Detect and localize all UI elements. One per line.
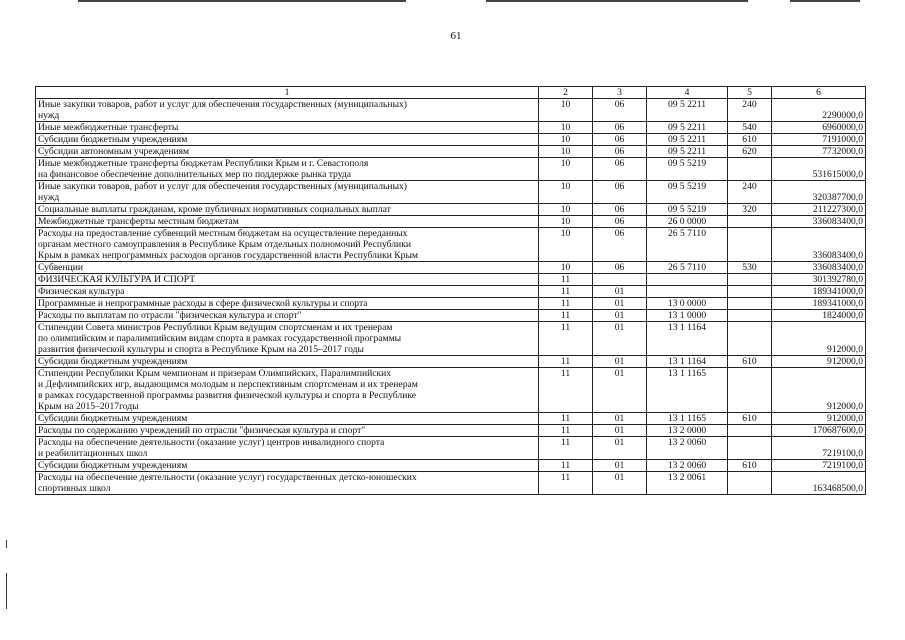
column-header: 5 bbox=[728, 87, 772, 99]
amount-cell: 912000,0 bbox=[772, 356, 866, 368]
table-row bbox=[36, 204, 866, 216]
table-row bbox=[36, 122, 866, 134]
target-article-cell: 26 5 7110 bbox=[647, 228, 728, 262]
amount-cell: 189341000,0 bbox=[772, 298, 866, 310]
table-header-row bbox=[36, 87, 866, 99]
expense-type-cell bbox=[728, 322, 772, 356]
expense-name-line: спортивных школ bbox=[38, 483, 111, 494]
section-code-cell: 11 bbox=[539, 310, 593, 322]
expense-name-line: органам местного самоуправления в Республике Крым отдельных полномочий Республики bbox=[38, 239, 411, 250]
table-row bbox=[36, 356, 866, 368]
expense-name-cell bbox=[36, 356, 539, 368]
amount-cell: 336083400,0 bbox=[772, 228, 866, 262]
target-article-cell: 26 0 0000 bbox=[647, 216, 728, 228]
expense-name-cell bbox=[36, 181, 539, 204]
amount-cell: 531615000,0 bbox=[772, 158, 866, 181]
subsection-code-cell: 01 bbox=[593, 460, 647, 472]
target-article-cell: 09 5 5219 bbox=[647, 181, 728, 204]
amount-cell: 1824000,0 bbox=[772, 310, 866, 322]
target-article-cell: 13 1 1164 bbox=[647, 322, 728, 356]
amount-cell: 170687600,0 bbox=[772, 425, 866, 437]
amount-cell: 912000,0 bbox=[772, 368, 866, 413]
expense-name-line: Иные закупки товаров, работ и услуг для обеспечения государственных (муниципальных) bbox=[38, 99, 408, 110]
table-row bbox=[36, 262, 866, 274]
section-code-cell: 10 bbox=[539, 99, 593, 122]
expense-name-cell bbox=[36, 310, 539, 322]
expense-type-cell bbox=[728, 158, 772, 181]
expense-type-cell bbox=[728, 368, 772, 413]
expense-name-line: Субсидии бюджетным учреждениям bbox=[38, 413, 188, 424]
expense-name-line: и Дефлимпийских игр, выдающимся молодым и перспективным спортсменам и их тренерам bbox=[38, 379, 418, 390]
amount-cell: 912000,0 bbox=[772, 413, 866, 425]
amount-cell: 2290000,0 bbox=[772, 99, 866, 122]
section-code-cell: 10 bbox=[539, 228, 593, 262]
subsection-code-cell bbox=[593, 274, 647, 286]
table-row bbox=[36, 134, 866, 146]
section-code-cell: 11 bbox=[539, 460, 593, 472]
top-edge-line bbox=[790, 0, 860, 2]
amount-cell: 7191000,0 bbox=[772, 134, 866, 146]
expense-name-line: ФИЗИЧЕСКАЯ КУЛЬТУРА И СПОРТ bbox=[38, 274, 196, 285]
expense-name-line: Субсидии автономным учреждениям bbox=[38, 146, 190, 157]
expense-type-cell bbox=[728, 472, 772, 495]
expense-name-line: Субсидии бюджетным учреждениям bbox=[38, 356, 188, 367]
table-row bbox=[36, 368, 866, 413]
target-article-cell: 09 5 2211 bbox=[647, 146, 728, 158]
expense-name-cell bbox=[36, 216, 539, 228]
subsection-code-cell: 01 bbox=[593, 472, 647, 495]
subsection-code-cell: 06 bbox=[593, 158, 647, 181]
expense-type-cell bbox=[728, 216, 772, 228]
target-article-cell: 09 5 5219 bbox=[647, 204, 728, 216]
expense-name-cell bbox=[36, 158, 539, 181]
table-row bbox=[36, 472, 866, 495]
amount-cell: 6960000,0 bbox=[772, 122, 866, 134]
target-article-cell: 13 1 1165 bbox=[647, 413, 728, 425]
section-code-cell: 11 bbox=[539, 274, 593, 286]
amount-cell: 7732000,0 bbox=[772, 146, 866, 158]
expense-type-cell: 530 bbox=[728, 262, 772, 274]
expense-name-line: Физическая культура bbox=[38, 286, 125, 297]
section-code-cell: 11 bbox=[539, 298, 593, 310]
expense-type-cell: 610 bbox=[728, 413, 772, 425]
subsection-code-cell: 06 bbox=[593, 216, 647, 228]
expense-name-line: Субвенции bbox=[38, 262, 83, 273]
expense-name-line: Крым в рамках непрограммных расходов органов государственной власти Республики Крым bbox=[38, 250, 418, 261]
subsection-code-cell: 06 bbox=[593, 204, 647, 216]
expense-name-line: развития физической культуры и спорта в Республике Крым на 2015–2017 годы bbox=[38, 344, 364, 355]
section-code-cell: 11 bbox=[539, 368, 593, 413]
expense-name-cell bbox=[36, 134, 539, 146]
section-code-cell: 11 bbox=[539, 286, 593, 298]
expense-name-cell bbox=[36, 228, 539, 262]
column-header: 6 bbox=[772, 87, 866, 99]
target-article-cell: 13 1 1164 bbox=[647, 356, 728, 368]
subsection-code-cell: 01 bbox=[593, 356, 647, 368]
expense-name-line: Субсидии бюджетным учреждениям bbox=[38, 460, 188, 471]
expense-type-cell: 320 bbox=[728, 204, 772, 216]
target-article-cell: 13 1 1165 bbox=[647, 368, 728, 413]
expense-type-cell: 610 bbox=[728, 356, 772, 368]
expense-type-cell: 620 bbox=[728, 146, 772, 158]
amount-cell: 912000,0 bbox=[772, 322, 866, 356]
table-row bbox=[36, 322, 866, 356]
section-code-cell: 10 bbox=[539, 134, 593, 146]
section-code-cell: 10 bbox=[539, 216, 593, 228]
expense-type-cell bbox=[728, 228, 772, 262]
expense-name-cell bbox=[36, 146, 539, 158]
subsection-code-cell: 01 bbox=[593, 437, 647, 460]
table-row bbox=[36, 99, 866, 122]
target-article-cell: 09 5 5219 bbox=[647, 158, 728, 181]
expense-name-line: нужд bbox=[38, 192, 60, 203]
column-header: 3 bbox=[593, 87, 647, 99]
table-row bbox=[36, 286, 866, 298]
expense-name-line: на финансовое обеспечение дополнительных мер по поддержке рынка труда bbox=[38, 169, 352, 180]
expense-type-cell: 610 bbox=[728, 460, 772, 472]
section-code-cell: 10 bbox=[539, 204, 593, 216]
expense-name-line: Расходы на обеспечение деятельности (оказание услуг) государственных детско-юношеских bbox=[38, 472, 417, 483]
page-number: 61 bbox=[450, 30, 462, 42]
target-article-cell: 09 5 2211 bbox=[647, 134, 728, 146]
amount-cell: 211227300,0 bbox=[772, 204, 866, 216]
expense-name-line: Расходы на обеспечение деятельности (оказание услуг) центров инвалидного спорта bbox=[38, 437, 385, 448]
amount-cell: 320387700,0 bbox=[772, 181, 866, 204]
subsection-code-cell: 01 bbox=[593, 322, 647, 356]
target-article-cell: 13 0 0000 bbox=[647, 298, 728, 310]
subsection-code-cell: 06 bbox=[593, 181, 647, 204]
expense-name-cell bbox=[36, 472, 539, 495]
expense-type-cell: 240 bbox=[728, 99, 772, 122]
column-header: 4 bbox=[647, 87, 728, 99]
amount-cell: 301392780,0 bbox=[772, 274, 866, 286]
expense-name-line: нужд bbox=[38, 110, 60, 121]
expense-name-line: Социальные выплаты гражданам, кроме публичных нормативных социальных выплат bbox=[38, 204, 391, 215]
target-article-cell: 13 2 0060 bbox=[647, 460, 728, 472]
expense-name-line: Расходы по содержанию учреждений по отрасли "физическая культура и спорт" bbox=[38, 425, 366, 436]
expense-type-cell bbox=[728, 286, 772, 298]
margin-mark bbox=[6, 540, 7, 548]
table-body bbox=[36, 99, 866, 495]
expense-name-line: по олимпийским и паралимпийским видам спорта в рамках государственной программы bbox=[38, 333, 402, 344]
table-row bbox=[36, 274, 866, 286]
expense-name-cell bbox=[36, 368, 539, 413]
table-row bbox=[36, 460, 866, 472]
expense-type-cell: 610 bbox=[728, 134, 772, 146]
expense-name-cell bbox=[36, 286, 539, 298]
expense-type-cell: 540 bbox=[728, 122, 772, 134]
top-edge-line bbox=[486, 0, 748, 2]
amount-cell: 336083400,0 bbox=[772, 216, 866, 228]
subsection-code-cell: 06 bbox=[593, 146, 647, 158]
table-row bbox=[36, 216, 866, 228]
expense-name-cell bbox=[36, 460, 539, 472]
amount-cell: 336083400,0 bbox=[772, 262, 866, 274]
expense-name-cell bbox=[36, 99, 539, 122]
amount-cell: 7219100,0 bbox=[772, 437, 866, 460]
expense-type-cell: 240 bbox=[728, 181, 772, 204]
budget-table bbox=[35, 86, 866, 495]
expense-name-cell bbox=[36, 274, 539, 286]
subsection-code-cell: 01 bbox=[593, 286, 647, 298]
section-code-cell: 11 bbox=[539, 472, 593, 495]
amount-cell: 163468500,0 bbox=[772, 472, 866, 495]
section-code-cell: 10 bbox=[539, 158, 593, 181]
target-article-cell: 13 2 0060 bbox=[647, 437, 728, 460]
target-article-cell bbox=[647, 274, 728, 286]
subsection-code-cell: 01 bbox=[593, 310, 647, 322]
target-article-cell: 13 2 0000 bbox=[647, 425, 728, 437]
expense-name-line: Иные межбюджетные трансферты bbox=[38, 122, 179, 133]
margin-mark bbox=[6, 573, 7, 609]
subsection-code-cell: 06 bbox=[593, 99, 647, 122]
expense-name-line: Иные закупки товаров, работ и услуг для обеспечения государственных (муниципальных) bbox=[38, 181, 408, 192]
expense-type-cell bbox=[728, 310, 772, 322]
target-article-cell bbox=[647, 286, 728, 298]
expense-name-cell bbox=[36, 122, 539, 134]
section-code-cell: 11 bbox=[539, 425, 593, 437]
expense-name-cell bbox=[36, 437, 539, 460]
table-row bbox=[36, 425, 866, 437]
subsection-code-cell: 01 bbox=[593, 368, 647, 413]
table-row bbox=[36, 298, 866, 310]
target-article-cell: 09 5 2211 bbox=[647, 99, 728, 122]
table-row bbox=[36, 146, 866, 158]
expense-name-line: Межбюджетные трансферты местным бюджетам bbox=[38, 216, 239, 227]
subsection-code-cell: 06 bbox=[593, 228, 647, 262]
table-row bbox=[36, 310, 866, 322]
expense-name-cell bbox=[36, 425, 539, 437]
expense-type-cell bbox=[728, 425, 772, 437]
section-code-cell: 10 bbox=[539, 122, 593, 134]
expense-name-line: Иные межбюджетные трансферты бюджетам Республики Крым и г. Севастополя bbox=[38, 158, 369, 169]
expense-type-cell bbox=[728, 298, 772, 310]
expense-name-cell bbox=[36, 413, 539, 425]
table-row bbox=[36, 181, 866, 204]
column-header: 1 bbox=[36, 87, 539, 99]
target-article-cell: 13 2 0061 bbox=[647, 472, 728, 495]
expense-name-line: в рамках государственной программы развития физической культуры и спорта в Республике bbox=[38, 390, 417, 401]
section-code-cell: 10 bbox=[539, 146, 593, 158]
expense-type-cell bbox=[728, 274, 772, 286]
expense-name-cell bbox=[36, 298, 539, 310]
expense-name-line: Стипендии Республики Крым чемпионам и призерам Олимпийских, Паралимпийских bbox=[38, 368, 392, 379]
amount-cell: 7219100,0 bbox=[772, 460, 866, 472]
subsection-code-cell: 01 bbox=[593, 298, 647, 310]
expense-name-line: Расходы на предоставление субвенций местным бюджетам на осуществление переданных bbox=[38, 228, 408, 239]
subsection-code-cell: 06 bbox=[593, 122, 647, 134]
target-article-cell: 13 1 0000 bbox=[647, 310, 728, 322]
expense-name-line: Программные и непрограммные расходы в сфере физической культуры и спорта bbox=[38, 298, 368, 309]
section-code-cell: 11 bbox=[539, 437, 593, 460]
expense-name-line: Стипендии Совета министров Республики Крым ведущим спортсменам и их тренерам bbox=[38, 322, 393, 333]
target-article-cell: 09 5 2211 bbox=[647, 122, 728, 134]
expense-name-cell bbox=[36, 322, 539, 356]
section-code-cell: 10 bbox=[539, 181, 593, 204]
section-code-cell: 10 bbox=[539, 262, 593, 274]
top-edge-line bbox=[78, 0, 406, 2]
table-row bbox=[36, 158, 866, 181]
expense-name-line: Субсидии бюджетным учреждениям bbox=[38, 134, 188, 145]
expense-type-cell bbox=[728, 437, 772, 460]
table-row bbox=[36, 437, 866, 460]
subsection-code-cell: 06 bbox=[593, 134, 647, 146]
expense-name-line: и реабилитационных школ bbox=[38, 448, 148, 459]
subsection-code-cell: 01 bbox=[593, 413, 647, 425]
amount-cell: 189341000,0 bbox=[772, 286, 866, 298]
subsection-code-cell: 01 bbox=[593, 425, 647, 437]
column-header: 2 bbox=[539, 87, 593, 99]
expense-name-cell bbox=[36, 262, 539, 274]
table-row bbox=[36, 413, 866, 425]
section-code-cell: 11 bbox=[539, 413, 593, 425]
target-article-cell: 26 5 7110 bbox=[647, 262, 728, 274]
subsection-code-cell: 06 bbox=[593, 262, 647, 274]
table-row bbox=[36, 228, 866, 262]
expense-name-cell bbox=[36, 204, 539, 216]
expense-name-line: Крым на 2015–2017годы bbox=[38, 401, 139, 412]
expense-name-line: Расходы по выплатам по отрасли "физическая культура и спорт" bbox=[38, 310, 302, 321]
section-code-cell: 11 bbox=[539, 322, 593, 356]
section-code-cell: 11 bbox=[539, 356, 593, 368]
